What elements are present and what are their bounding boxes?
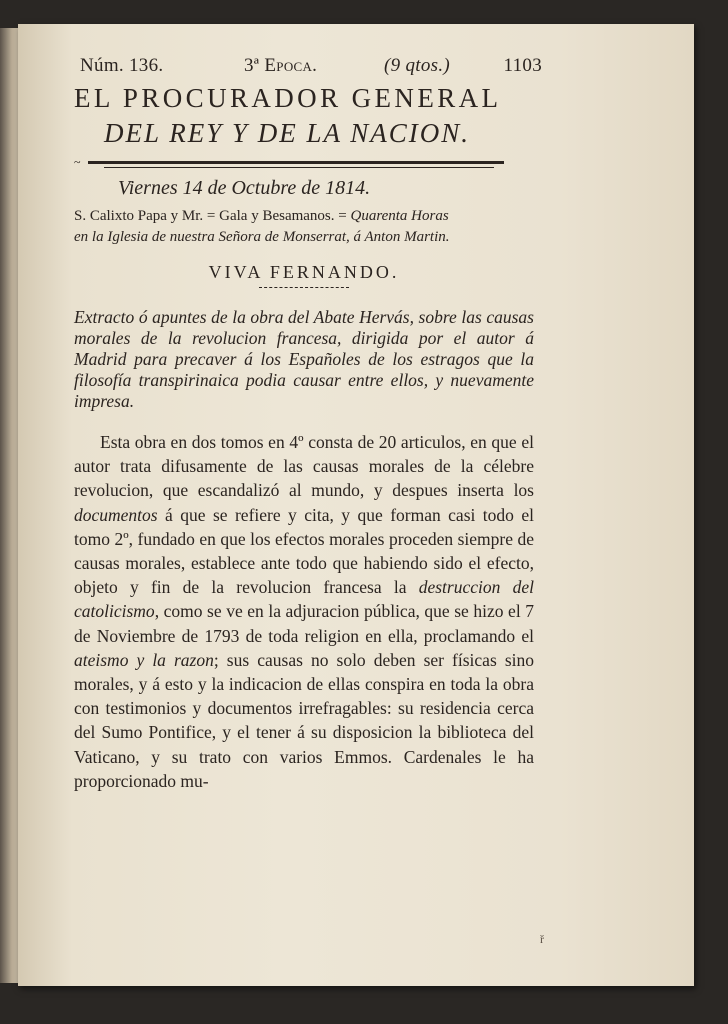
body-italic-3: ateismo y la razon [74,649,214,670]
body-italic-2: destruccion del catolicismo [74,577,534,622]
page-mark: ř [540,932,544,946]
viva-heading: VIVA FERNANDO. [208,262,400,282]
dateline: Viernes 14 de Octubre de 1814. [118,177,371,199]
saints-line-2: en la Iglesia de nuestra Señora de Monserrat, á Anton Martin. [74,229,450,245]
viva-rule [259,287,349,289]
body-part-4: ; sus causas no solo deben ser físicas sino morales, y á esto y la indicacion de ellas conspira en toda la obra con testimonios y documentos irrefragables: su residencia cerca del Sumo Pontifice, y el tener á su disposicion la biblioteca del Vaticano, y su trato con varios Emmos. Cardenales le ha proporcionado mu- [74,649,534,791]
body-part-1: Esta obra en dos tomos en 4º consta de 20 articulos, en que el autor trata difusamente de las causas morales de la célebre revolucion, que escandalizó al mundo, y despues inserta los [74,432,534,501]
article-heading: Extracto ó apuntes de la obra del Abate Hervás, sobre las causas morales de la revolucion francesa, dirigida por el autor á Madrid para precaver á los Españoles de los estragos que la filosofía transpirinaica podia causar entre ellos, y nuevamente impresa. [74,307,534,411]
body-part-2: á que se refiere y cita, y que forman casi todo el tomo 2º, fundado en que los efectos morales proceden siempre de causas morales, establece ante todo que habiendo sido el efecto, objeto y fin de la revolucion francesa la [74,504,534,598]
thin-rule [104,167,494,168]
issue-number: Núm. 136. [80,55,164,76]
masthead-rule [74,153,534,177]
saints-line-1 [74,206,534,227]
quires-label: (9 qtos.) [384,55,451,76]
body-italic-1: documentos [74,504,158,525]
page-content [74,55,542,793]
rule-ornament: ~ [74,155,81,169]
masthead-subtitle: DEL REY Y DE LA NACION. [104,118,471,148]
saints-text: S. Calixto Papa y Mr. = Gala y Besamanos. = [74,208,347,224]
page-header [74,55,542,81]
saints-of-day [74,206,534,248]
folio-number: 1103 [503,55,542,76]
epoch-label: 3ª Epoca. [244,55,318,76]
body-part-3: , como se ve en la adjuracion pública, que se hizo el 7 de Noviembre de 1793 de toda religion en ella, proclamando el [74,601,534,646]
article-body [74,430,534,793]
masthead-title: EL PROCURADOR GENERAL [74,83,502,113]
thick-rule [88,161,504,164]
quarenta-horas: Quarenta Horas [350,208,449,224]
